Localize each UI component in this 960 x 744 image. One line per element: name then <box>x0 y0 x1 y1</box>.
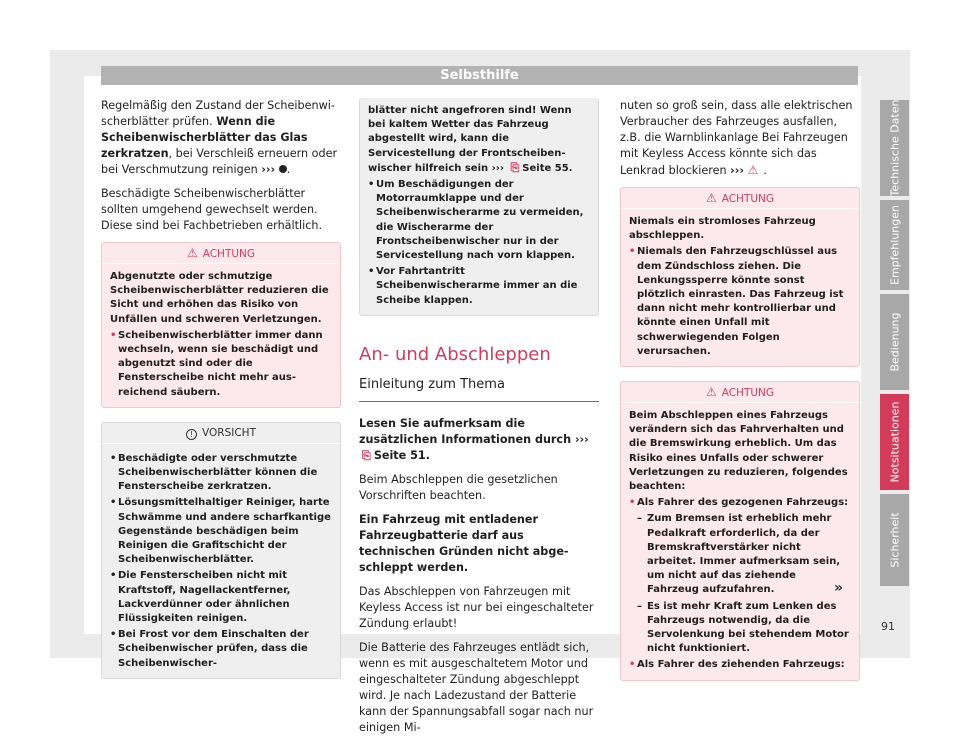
paragraph-intro: Lesen Sie aufmerksam die zusätzlichen Informationen durch ››› ⎘ Seite 51. <box>359 416 589 462</box>
text: , bei Verschleiß erneuern oder bei Verschmutzung reinigen <box>101 147 338 176</box>
caution-bullet: • Beschädigte oder verschmutzte Scheibenwischerblätter können die Fensterscheibe zerkratzen. <box>110 452 332 495</box>
warning-subbullet: – Es ist mehr Kraft zum Lenken des Fahrzeugs notwendig, da die Servolenkung bei stehendem Motor nicht funktioniert. <box>629 600 851 657</box>
paragraph-wiper-check: Regelmäßig den Zustand der Scheibenwischerblätter prüfen. Wenn die Scheibenwischerblätter das Glas zerkratzen, bei Verschleiß erneuern oder bei Verschmutzung reinigen ››› . <box>101 99 338 176</box>
tab-label: Notsituationen <box>888 401 901 483</box>
caution-body <box>102 444 340 678</box>
warning-text: Beim Abschleppen eines Fahrzeugs verändern sich das Fahrverhalten und die Bremswirkung erheblich. Um das Risiko eines Unfalls oder schwerer Verletzungen zu reduzieren, folgendes beachten: <box>629 410 848 493</box>
warning-text: Niemals ein stromloses Fahrzeug abschleppen. <box>629 216 816 242</box>
tab-sicherheit[interactable] <box>880 494 909 586</box>
page-number: 91 <box>881 620 895 633</box>
column-right <box>620 98 860 695</box>
section-subtitle: Einleitung zum Thema <box>359 376 599 402</box>
warning-subbullet: – Zum Bremsen ist erheblich mehr Pedalkraft erforderlich, da der Bremskraftverstärker nicht arbeitet. Immer aufmerksam sein, um nicht auf das ziehende Fahrzeug aufzufahren. <box>629 512 851 597</box>
text-bold: Wenn die Scheibenwischerblätter das Glas zerkratzen <box>101 115 308 160</box>
text: Lesen Sie aufmerksam die zusätzlichen Informationen durch <box>359 416 572 446</box>
caution-bullet: • Lösungsmittelhaltiger Reiniger, harte Schwämme und andere scharfkantige Gegenstände beschädigen beim Reinigen die Grafitschicht der Scheibenwischerblätter. <box>110 496 332 567</box>
info-circle-icon: ! <box>186 429 197 440</box>
warning-triangle-icon: ⚠ <box>186 246 198 260</box>
warning-label: ACHTUNG <box>202 248 256 260</box>
warning-triangle-icon: ⚠ <box>747 163 759 177</box>
warning-bullet: • Niemals den Fahrzeugschlüssel aus dem Zündschloss ziehen. Die Lenkungssperre könnte sonst plötzlich einrasten. Das Fahrzeug ist dann nicht mehr kontrollierbar und könnte einen Unfall mit schwerwiegenden Folgen verursachen. <box>629 245 851 359</box>
continue-marker: » <box>834 580 844 596</box>
caution-body <box>360 98 598 315</box>
paragraph-continued: nuten so groß sein, dass alle elektrischen Verbraucher des Fahrzeuges ausfallen, z.B. die Warnblinkanlage Bei Fahrzeugen mit Keyless Access könnte sich das Lenkrad blockieren ››› ⚠ . <box>620 99 853 177</box>
column-left <box>101 98 341 693</box>
warning-text: Abgenutzte oder schmutzige Scheibenwischerblätter reduzieren die Sicht und erhöhen das Risiko von Unfällen und schweren Verletzungen. <box>110 271 329 325</box>
paragraph-replace: Beschädigte Scheibenwischerblätter sollten umgehend gewechselt werden. Diese sind bei Fachbetrieben erhältlich. <box>101 187 323 232</box>
book-icon: ⎘ <box>510 160 520 174</box>
warning-body <box>102 264 340 407</box>
reference-arrows[interactable]: ››› <box>491 162 504 174</box>
text: blätter nicht angefroren sind! Wenn bei kaltem Wetter das Fahrzeug abgestellt wird, kann die Servicestellung der Frontscheibenwischer hilfreich sein <box>368 105 572 174</box>
reference-arrows[interactable]: ››› <box>730 164 745 177</box>
note-bullet-icon <box>279 165 287 173</box>
warning-label: ACHTUNG <box>721 387 775 400</box>
reference-arrows[interactable]: ››› <box>261 163 276 176</box>
caution-bullet: • Um Beschädigungen der Motorraumklappe und der Scheibenwischerarme zu vermeiden, die Wischerarme der Frontscheibenwischer nur in der Servicestellung nach vorn klappen. <box>368 178 590 263</box>
warning-triangle-icon: ⚠ <box>705 191 717 205</box>
tab-notsituationen[interactable] <box>880 394 909 490</box>
warning-body <box>621 209 859 366</box>
paragraph: Beim Abschleppen die gesetzlichen Vorschriften beachten. <box>359 472 558 502</box>
text: nuten so groß sein, dass alle elektrischen Verbraucher des Fahrzeuges ausfallen, z.B. die Warnblinkanlage Bei Fahrzeugen mit Keyless Access könnte sich das Lenkrad blockieren <box>620 99 853 177</box>
tab-technische-daten[interactable] <box>880 100 909 196</box>
tab-label: Empfehlungen <box>888 205 901 285</box>
warning-bullet: • Als Fahrer des gezogenen Fahrzeugs: <box>629 496 851 510</box>
tab-label: Technische Daten <box>888 99 901 197</box>
caution-box <box>101 422 341 679</box>
page-header: Selbsthilfe <box>101 66 858 85</box>
tab-bedienung[interactable] <box>880 294 909 390</box>
text: Regelmäßig den Zustand der Scheibenwischerblätter prüfen. <box>101 99 335 128</box>
warning-box <box>101 242 341 408</box>
warning-bullet: • Scheibenwischerblätter immer dann wechseln, wenn sie beschädigt und abgenutzt sind oder die Fensterscheibe nicht mehr ausreichend säubern. <box>110 329 332 400</box>
tab-label: Sicherheit <box>888 512 901 568</box>
column-middle <box>359 98 599 744</box>
page-reference-link[interactable]: Seite 51 <box>373 448 426 462</box>
warning-box <box>620 187 860 367</box>
chapter-tabs <box>880 100 909 590</box>
caution-text: blätter nicht angefroren sind! Wenn bei kaltem Wetter das Fahrzeug abgestellt wird, kann die Servicestellung der Frontscheibenwischer hilfreich sein ››› ⎘ Seite 55. <box>368 105 573 174</box>
caution-bullet: • Bei Frost vor dem Einschalten der Scheibenwischer prüfen, dass die Scheibenwischer- <box>110 628 332 671</box>
warning-triangle-icon: ⚠ <box>705 385 717 400</box>
warning-box <box>620 381 860 681</box>
paragraph-bold: Ein Fahrzeug mit entladener Fahrzeugbatterie darf aus technischen Gründen nicht abgeschleppt werden. <box>359 512 569 574</box>
caution-bullet: • Die Fensterscheiben nicht mit Kraftstoff, Nagellackentferner, Lackverdünner oder ähnlichen Flüssigkeiten reinigen. <box>110 569 332 626</box>
tab-label: Bedienung <box>888 312 901 372</box>
warning-body <box>621 403 859 680</box>
warning-label: ACHTUNG <box>721 193 775 205</box>
caution-box-continued <box>359 98 599 316</box>
warning-header <box>102 243 340 264</box>
caution-label: VORSICHT <box>202 426 256 439</box>
book-icon: ⎘ <box>362 448 371 462</box>
section-title: An- und Abschleppen <box>359 343 551 365</box>
reference-arrows[interactable]: ››› <box>574 432 589 446</box>
warning-header <box>621 382 859 403</box>
tab-empfehlungen[interactable] <box>880 200 909 290</box>
caution-bullet: • Vor Fahrtantritt Scheibenwischerarme immer an die Scheibe klappen. <box>368 265 590 308</box>
paragraph: Die Batterie des Fahrzeuges entlädt sich, wenn es mit ausgeschaltetem Motor und eingeschalteter Zündung abgeschleppt wird. Je nach Ladezustand der Batterie kann der Spannungsabfall sogar nach nur einigen Mi- <box>359 640 594 734</box>
caution-header <box>102 423 340 444</box>
warning-bullet: • Als Fahrer des ziehenden Fahrzeugs: <box>629 658 851 672</box>
paragraph: Das Abschleppen von Fahrzeugen mit Keyless Access ist nur bei eingeschalteter Zündung erlaubt! <box>359 584 594 630</box>
warning-header <box>621 188 859 209</box>
page-reference-link[interactable]: Seite 55 <box>522 162 569 174</box>
